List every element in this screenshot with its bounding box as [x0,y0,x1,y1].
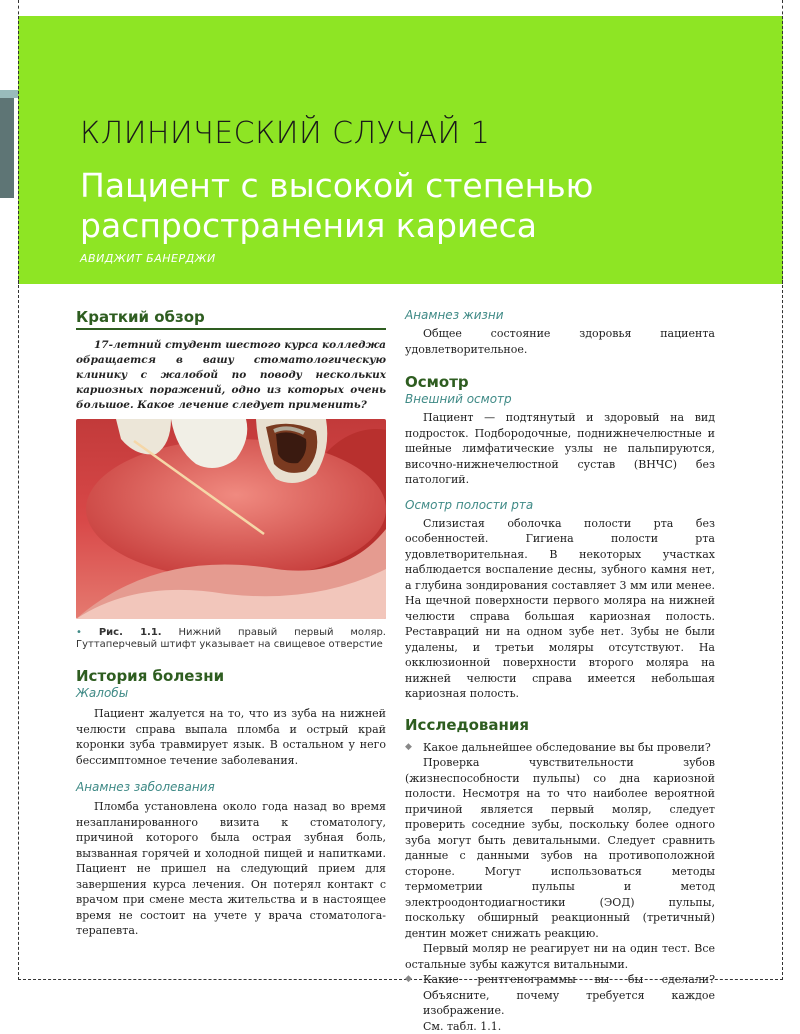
clinical-photo [76,419,386,619]
overview-intro: 17-летний студент шестого курса колледжа обращается в вашу стоматологическую клинику с жалобой по поводу нескольких кариозных поражений, одно из которых очень большое. Какое лечение следует применить? [76,338,386,413]
left-column [76,308,386,939]
life-history-text: Общее состояние здоровья пациента удовлетворительное. [405,326,715,357]
external-exam-text: Пациент — подтянутый и здоровый на вид подросток. Подбородочные, поднижнечелюстные и шейные лимфатические узлы не пальпируются, височно-нижнечелюстной сустав (ВНЧС) без патологий. [405,410,715,488]
life-history-heading: Анамнез жизни [405,308,715,322]
answer-1b-text: Первый моляр не реагирует ни на один тест. Все остальные зубы кажутся витальными. [405,941,715,972]
external-exam-heading: Внешний осмотр [405,392,715,406]
chapter-title: Пациент с высокой степенью распространения кариеса [80,166,740,246]
answer-2-text: См. табл. 1.1. [405,1019,715,1034]
disease-history-heading: Анамнез заболевания [76,780,386,794]
diamond-bullet-icon: ◆ [405,972,412,988]
figure-label: Рис. 1.1. [99,627,162,638]
figure-caption [76,627,386,651]
complaints-heading: Жалобы [76,686,386,700]
history-heading: История болезни [76,667,386,685]
crop-mark-right [782,280,783,980]
answer-1-text: Проверка чувствительности зубов (жизнеспособности пульпы) со дна кариозной полости. Несмотря на то что наиболее вероятной причиной является первый моляр, следует проверить соседние зубы, поскольку более одного зуба могут быть девитальными. Следует сравнить данные с данными зубов на противоположной стороне. Могут использоваться методы термометрии пульпы и метод электроодонтодиагностики (ЭОД) пульпы, поскольку обширный реакционный (третичный) дентин может снижать реакцию. [405,755,715,941]
figure-caption-text: Нижний правый первый моляр. Гуттаперчевый штифт указывает на свищевое отверстие [76,627,386,650]
diamond-bullet-icon: ◆ [405,740,412,756]
disease-history-text: Пломба установлена около года назад во время незапланированного визита к стоматологу, причиной которого была острая зубная боль, вызванная горячей и холодной пищей и напитками. Пациент не пришел на следующий прием для завершения курса лечения. Он потерял контакт с врачом при смене места жительства и в настоящее время не состоит на учете у врача стоматолога-терапевта. [76,799,386,939]
chapter-tab [0,98,14,198]
question-1-text: Какое дальнейшее обследование вы бы провели? [423,741,711,754]
case-label: КЛИНИЧЕСКИЙ СЛУЧАЙ 1 [80,116,490,151]
question-2-text: Какие рентгенограммы вы бы сделали? Объясните, почему требуется каждое изображение. [423,973,715,1017]
question-2 [405,972,715,1019]
chapter-tab-accent [0,90,18,98]
crop-mark-left [18,280,19,980]
caption-bullet-icon: • [76,627,82,638]
oral-exam-text: Слизистая оболочка полости рта без особенностей. Гигиена полости рта удовлетворительная. В некоторых участках наблюдается воспаление десны, зубного камня нет, а глубина зондирования составляет 3 мм или менее. На щечной поверхности первого моляра на нижней челюсти справа большая кариозная полость. Реставраций ни на одном зубе нет. Зубы не были удалены, и третьи моляры отсутствуют. На окклюзионной поверхности второго моляра на нижней челюсти справа имеется небольшая кариозная полость. [405,516,715,702]
author: АВИДЖИТ БАНЕРДЖИ [80,252,216,265]
clinical-photo-image [76,419,386,619]
overview-heading: Краткий обзор [76,308,386,330]
right-column [405,308,715,1034]
question-1 [405,740,715,756]
investigations-heading: Исследования [405,716,715,734]
exam-heading: Осмотр [405,373,715,391]
complaints-text: Пациент жалуется на то, что из зуба на нижней челюсти справа выпала пломба и острый край коронки зуба травмирует язык. В остальном у него бессимптомное течение заболевания. [76,706,386,768]
oral-exam-heading: Осмотр полости рта [405,498,715,512]
